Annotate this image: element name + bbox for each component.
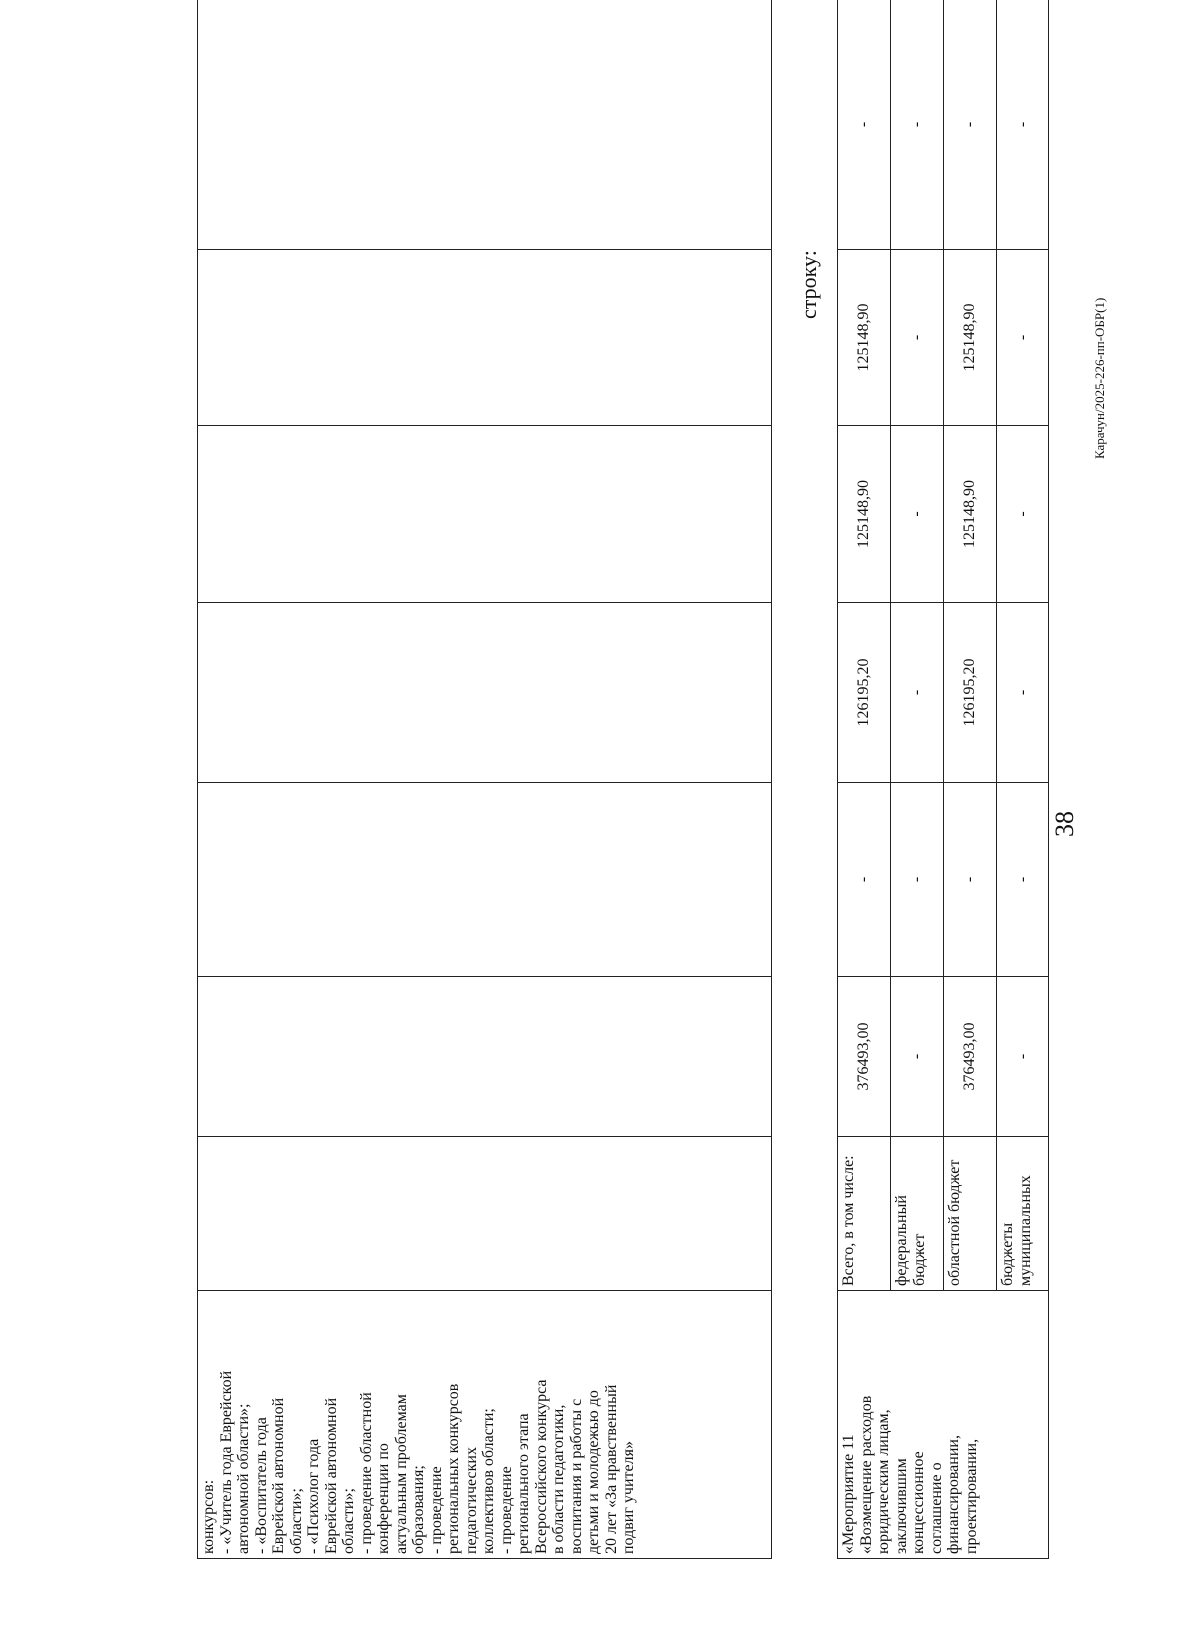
- value-cell: 126195,20: [944, 603, 997, 783]
- value-cell: -: [997, 426, 1049, 603]
- text-line: 20 лет «За нравственный: [602, 1384, 620, 1554]
- text-line: Всероссийского конкурса: [532, 1379, 550, 1554]
- value-cell: -: [997, 0, 1049, 250]
- funding-source-cell: федеральный бюджет: [891, 1137, 944, 1291]
- caption: строку:: [796, 250, 821, 319]
- value-cell: 376493,00: [838, 977, 891, 1137]
- text-line: заключившим: [892, 1458, 910, 1554]
- text-line: Еврейской автономной: [322, 1397, 340, 1554]
- empty-cell: [198, 783, 772, 977]
- text-line: образования;: [410, 1465, 427, 1554]
- text-line: - проведение: [497, 1466, 515, 1554]
- value-cell: 126195,20: [838, 603, 891, 783]
- empty-cell: [198, 603, 772, 783]
- value-cell: -: [997, 977, 1049, 1137]
- text-line: соглашение о: [927, 1462, 945, 1554]
- value-cell: -: [891, 783, 944, 977]
- value-cell: -: [891, 0, 944, 250]
- page-number: 38: [1050, 811, 1079, 837]
- text-line: подвиг учителя»: [620, 1441, 637, 1554]
- text-line: коллективов области;: [480, 1408, 497, 1554]
- text-line: автономной области»;: [235, 1403, 252, 1554]
- empty-cell: [198, 426, 772, 603]
- value-cell: 125148,90: [944, 426, 997, 603]
- text-line: региональных конкурсов: [445, 1383, 462, 1554]
- value-cell: -: [944, 783, 997, 977]
- funding-source-cell: Всего, в том числе:: [838, 1137, 891, 1291]
- empty-cell: [198, 0, 772, 250]
- text-line: проектировании,: [962, 1438, 980, 1554]
- value-cell: -: [997, 250, 1049, 426]
- funding-source-cell: областной бюджет: [944, 1137, 997, 1291]
- text-line: - «Учитель года Еврейской: [217, 1370, 235, 1554]
- text-line: в области педагогики,: [550, 1404, 567, 1554]
- text-line: концессионное: [910, 1451, 927, 1554]
- text-line: - «Воспитатель года: [252, 1417, 270, 1554]
- text-line: конференции по: [375, 1443, 392, 1554]
- empty-cell: [198, 1137, 772, 1291]
- text-line: «Возмещение расходов: [857, 1395, 875, 1554]
- text-line: педагогических: [462, 1447, 480, 1554]
- value-cell: 376493,00: [944, 977, 997, 1137]
- value-cell: -: [891, 250, 944, 426]
- upper-table: [197, 0, 772, 1559]
- text-line: актуальным проблемам: [392, 1394, 410, 1554]
- value-cell: -: [891, 977, 944, 1137]
- text-line: «Мероприятие 11: [840, 1434, 857, 1554]
- text-line: конкурсов:: [200, 1479, 217, 1554]
- text-line: воспитания и работы с: [567, 1398, 585, 1554]
- value-cell: 125148,90: [944, 250, 997, 426]
- text-line: регионального этапа: [515, 1413, 532, 1554]
- value-cell: -: [838, 0, 891, 250]
- text-line: области»;: [340, 1488, 357, 1554]
- text-line: детьми и молодежью до: [585, 1390, 602, 1554]
- text-line: юридическим лицам,: [875, 1409, 892, 1554]
- value-cell: -: [944, 0, 997, 250]
- value-cell: -: [838, 783, 891, 977]
- value-cell: -: [997, 783, 1049, 977]
- value-cell: 125148,90: [838, 250, 891, 426]
- activity-description-cell: [198, 1291, 772, 1559]
- lower-table: [837, 0, 1049, 1559]
- text-line: области»;: [287, 1488, 305, 1554]
- value-cell: -: [997, 603, 1049, 783]
- activity-name-cell: [838, 1291, 1049, 1559]
- empty-cell: [198, 977, 772, 1137]
- value-cell: -: [891, 603, 944, 783]
- funding-source-cell: бюджеты муниципальных: [997, 1137, 1049, 1291]
- text-line: - проведение: [427, 1466, 445, 1554]
- empty-cell: [198, 250, 772, 426]
- text-line: финансировании,: [945, 1435, 962, 1554]
- text-line: Еврейской автономной: [270, 1397, 287, 1554]
- text-line: - «Психолог года: [305, 1438, 322, 1554]
- text-line: - проведение областной: [357, 1392, 375, 1554]
- value-cell: -: [891, 426, 944, 603]
- document-code: Карачун/2025-226-пп-ОБР(1): [1092, 297, 1107, 459]
- value-cell: 125148,90: [838, 426, 891, 603]
